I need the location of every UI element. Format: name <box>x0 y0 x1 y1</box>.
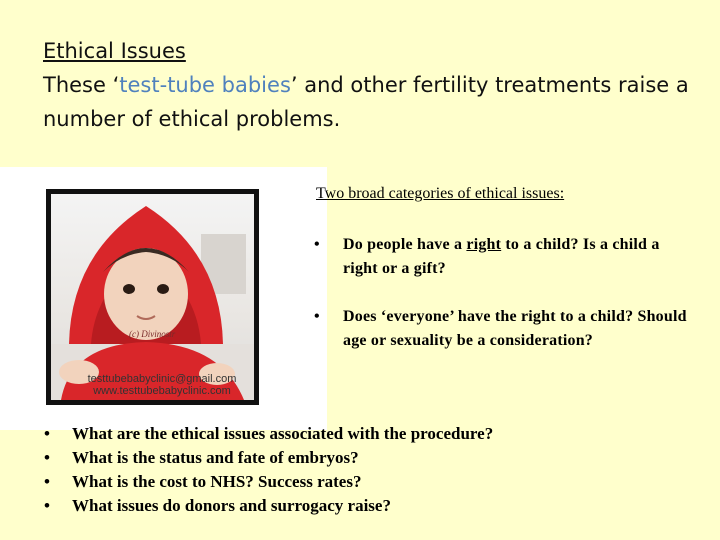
list-item <box>310 305 690 353</box>
question-text: What is the cost to NHS? Success rates? <box>72 472 362 491</box>
list-item <box>42 470 662 494</box>
questions-list <box>42 422 662 518</box>
question-text: What is the status and fate of embryos? <box>72 448 359 467</box>
photo-caption-url: www.testtubebabyclinic.com <box>93 385 231 397</box>
list-item <box>42 446 662 470</box>
slide-heading <box>43 34 693 136</box>
bullet-icon: • <box>44 496 50 515</box>
category-text: Does ‘everyone’ have the right to a child? Should age or sexuality be a consideration? <box>343 308 687 349</box>
bullet-icon: • <box>44 472 50 491</box>
category-text-start: Do people have a <box>343 236 467 253</box>
bullet-icon: • <box>314 308 320 325</box>
list-item <box>310 233 690 281</box>
photo-watermark: (c) Divinostr <box>129 329 176 339</box>
category-text-end: to a child? Is a child a right or a gift? <box>343 236 660 277</box>
intro-text-start: These ‘ <box>43 73 120 97</box>
intro-text-end: ’ and other fertility treatments raise a number of ethical problems. <box>43 73 689 131</box>
category-underlined-word: right <box>466 236 502 253</box>
intro-highlight: test-tube babies <box>119 73 291 97</box>
categories-title: Two broad categories of ethical issues: <box>316 185 565 202</box>
photo-caption-email: testtubebabyclinic@gmail.com <box>87 373 237 385</box>
list-item <box>42 494 662 518</box>
bullet-icon: • <box>44 448 50 467</box>
question-text: What are the ethical issues associated with the procedure? <box>72 424 494 443</box>
baby-photo <box>46 189 259 405</box>
list-item <box>42 422 662 446</box>
bullet-icon: • <box>314 236 320 253</box>
question-text: What issues do donors and surrogacy raise? <box>72 496 391 515</box>
categories-list <box>310 233 690 353</box>
bullet-icon: • <box>44 424 50 443</box>
baby-photo-image <box>51 194 254 400</box>
baby-illustration <box>51 194 254 400</box>
slide-title: Ethical Issues <box>43 39 186 63</box>
slide-intro <box>43 68 693 136</box>
